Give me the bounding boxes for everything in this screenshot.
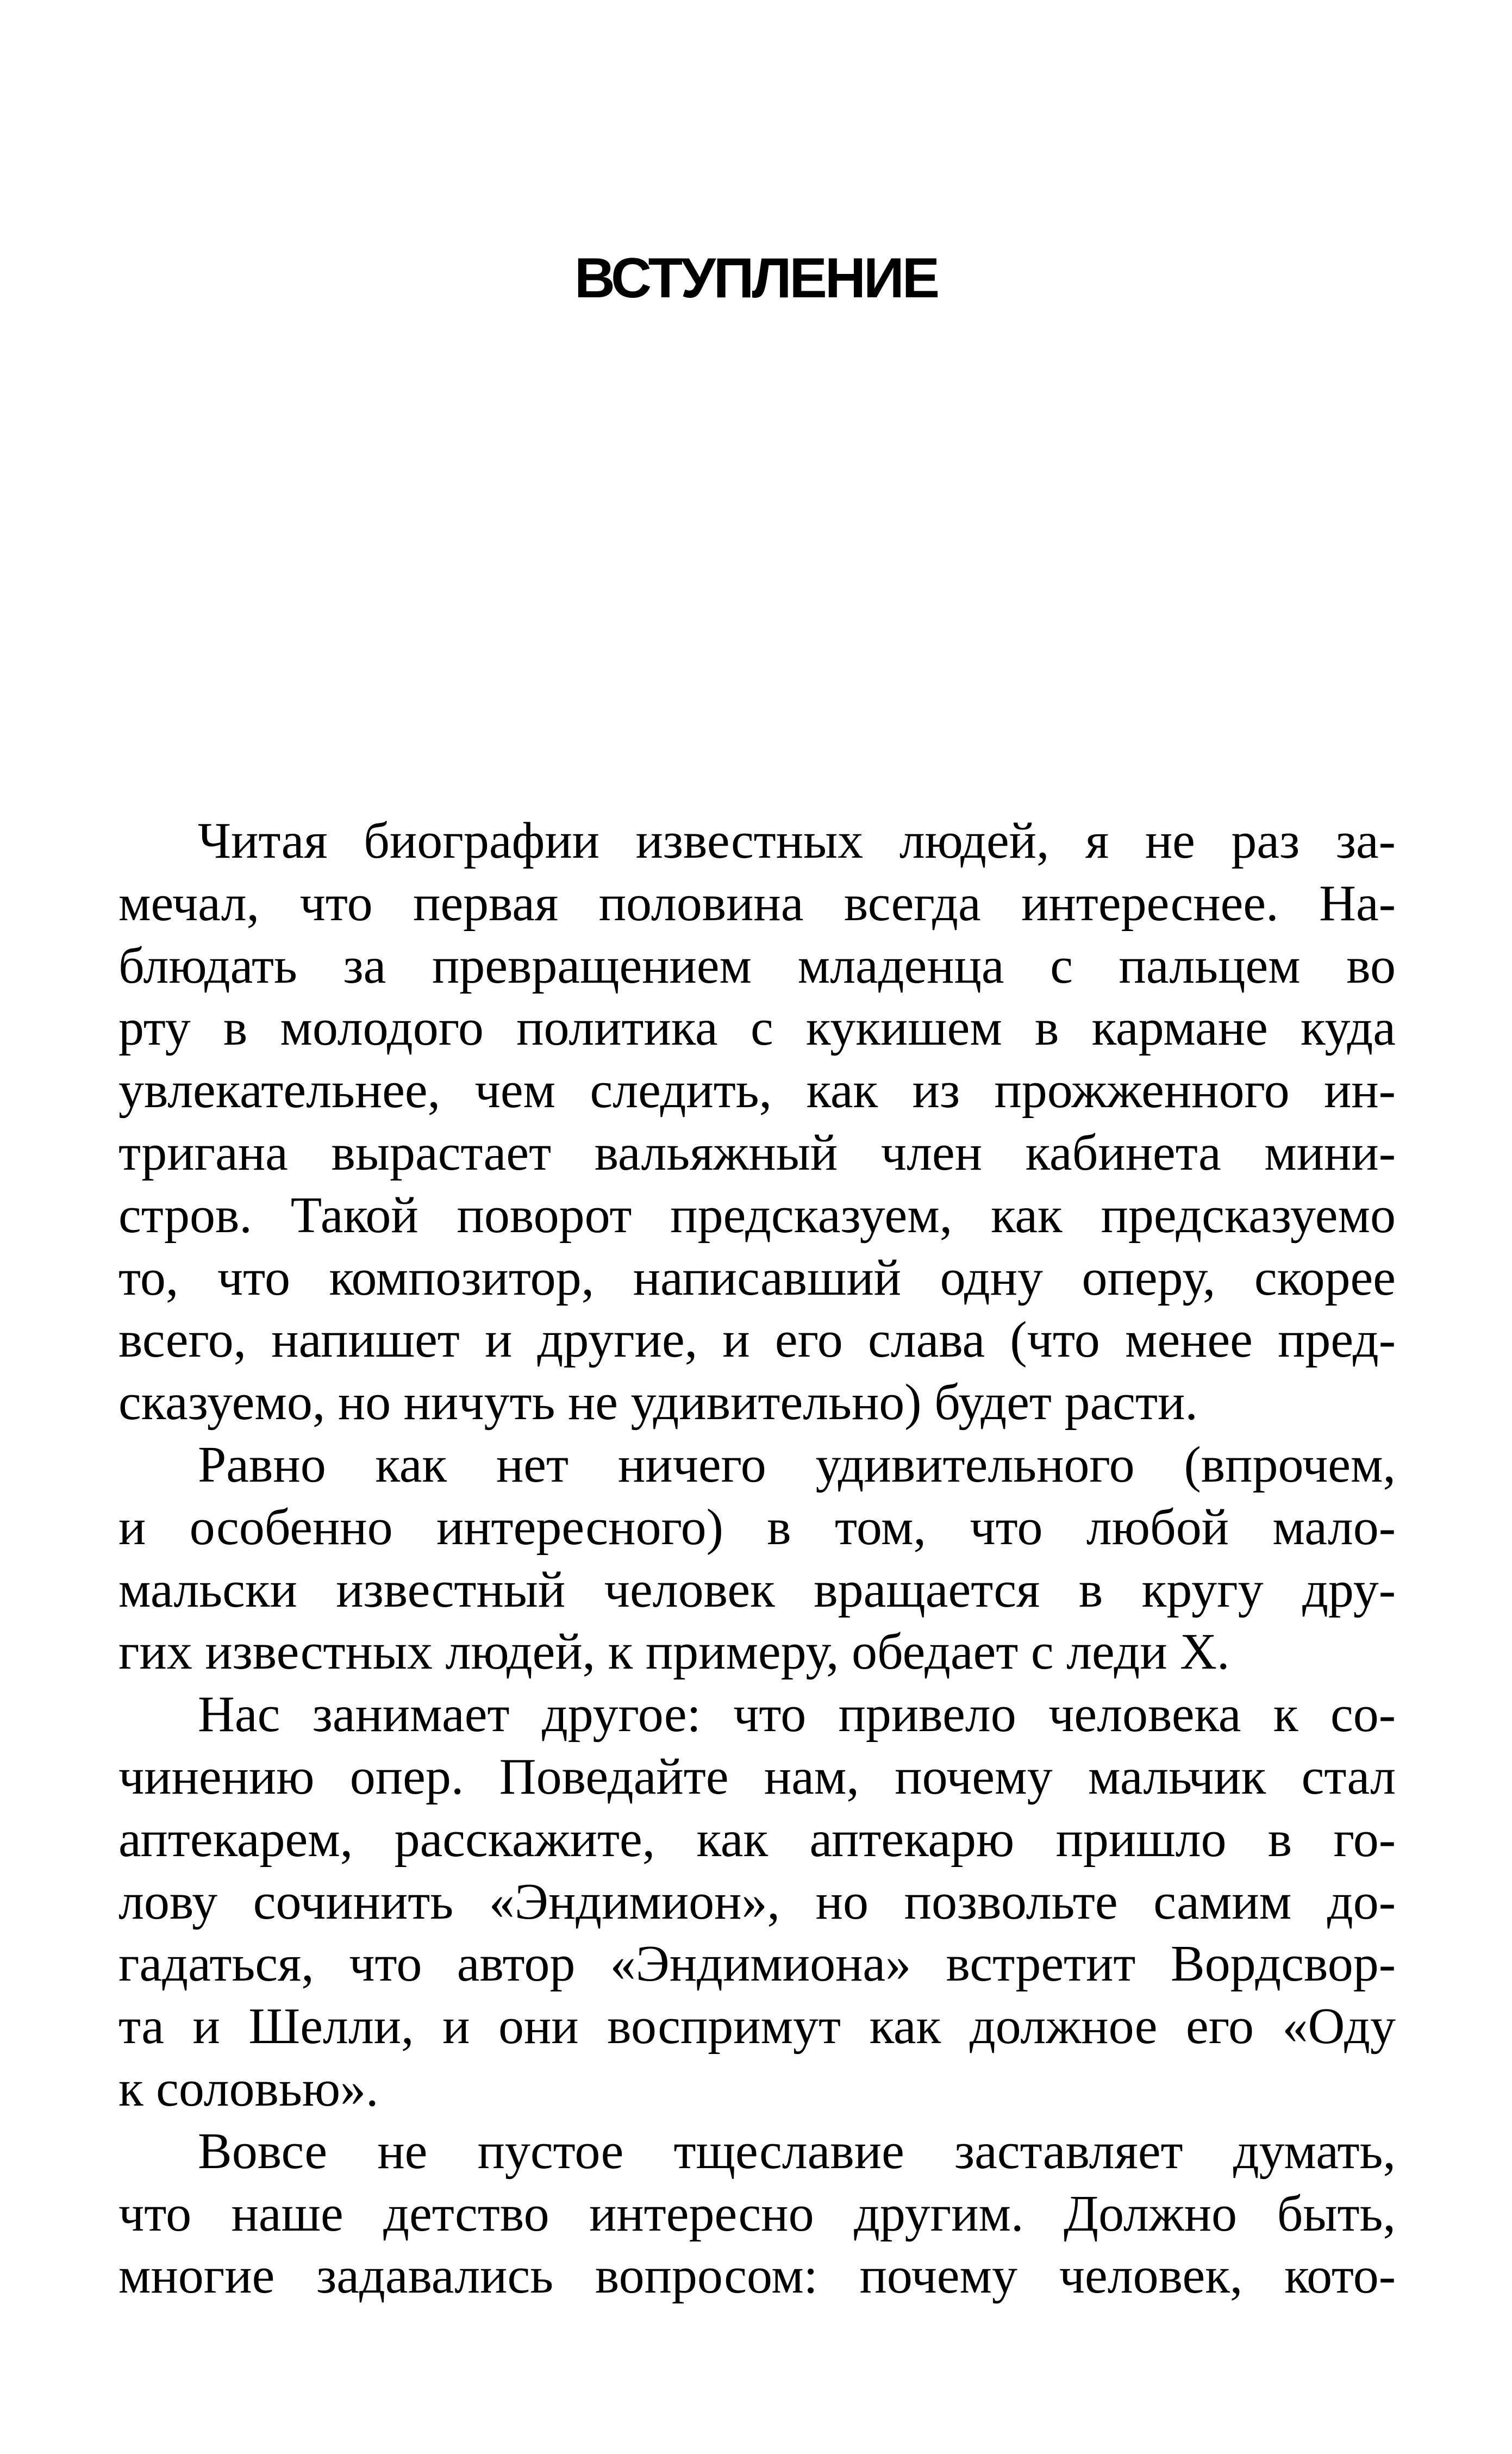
text-line: и особенно интересного) в том, что любой мало- (118, 1498, 1396, 1556)
text-line: гих известных людей, к примеру, обедает с леди X. (118, 1623, 1230, 1681)
text-line: сказуемо, но ничуть не удивительно) будет расти. (118, 1374, 1198, 1431)
text-line: мечал, что первая половина всегда интереснее. На- (118, 875, 1396, 932)
body-text (118, 810, 1396, 2307)
text-line: что наше детство интересно другим. Должно быть, (118, 2185, 1396, 2242)
text-line: аптекарем, расскажите, как аптекарю пришло в го- (118, 1810, 1396, 1868)
text-line: рту в молодого политика с кукишем в кармане куда (118, 1000, 1396, 1057)
paragraph-3 (118, 1683, 1396, 2120)
text-line: Нас занимает другое: что привело человека к со- (198, 1686, 1396, 1743)
paragraph-1 (118, 810, 1396, 1434)
text-line: блюдать за превращением младенца с пальцем во (118, 937, 1396, 994)
text-line: чинению опер. Поведайте нам, почему мальчик стал (118, 1748, 1396, 1805)
text-line: к соловью». (118, 2060, 379, 2117)
text-line: та и Шелли, и они воспримут как должное его «Оду (118, 1998, 1396, 2055)
text-line: Читая биографии известных людей, я не раз за- (198, 813, 1396, 869)
text-line: гадаться, что автор «Эндимиона» встретит Вордсвор- (118, 1935, 1396, 1993)
text-line: тригана вырастает вальяжный член кабинета мини- (118, 1124, 1396, 1181)
text-line: увлекательнее, чем следить, как из прожженного ин- (118, 1062, 1396, 1119)
text-line: то, что композитор, написавший одну оперу, скорее (118, 1249, 1396, 1306)
text-line: всего, напишет и другие, и его слава (что менее пред- (118, 1312, 1396, 1369)
text-line: стров. Такой поворот предсказуем, как предсказуемо (118, 1187, 1396, 1244)
paragraph-2 (118, 1434, 1396, 1683)
paragraph-4 (118, 2120, 1396, 2307)
text-line: многие задавались вопросом: почему человек, кото- (118, 2247, 1396, 2305)
text-line: Вовсе не пустое тщеславие заставляет думать, (198, 2122, 1396, 2180)
text-line: Равно как нет ничего удивительного (впрочем, (198, 1436, 1396, 1493)
text-line: мальски известный человек вращается в кругу дру- (118, 1561, 1396, 1618)
text-line: лову сочинить «Эндимион», но позвольте самим до- (118, 1873, 1396, 1930)
chapter-heading: ВСТУПЛЕНИЕ (574, 247, 938, 310)
